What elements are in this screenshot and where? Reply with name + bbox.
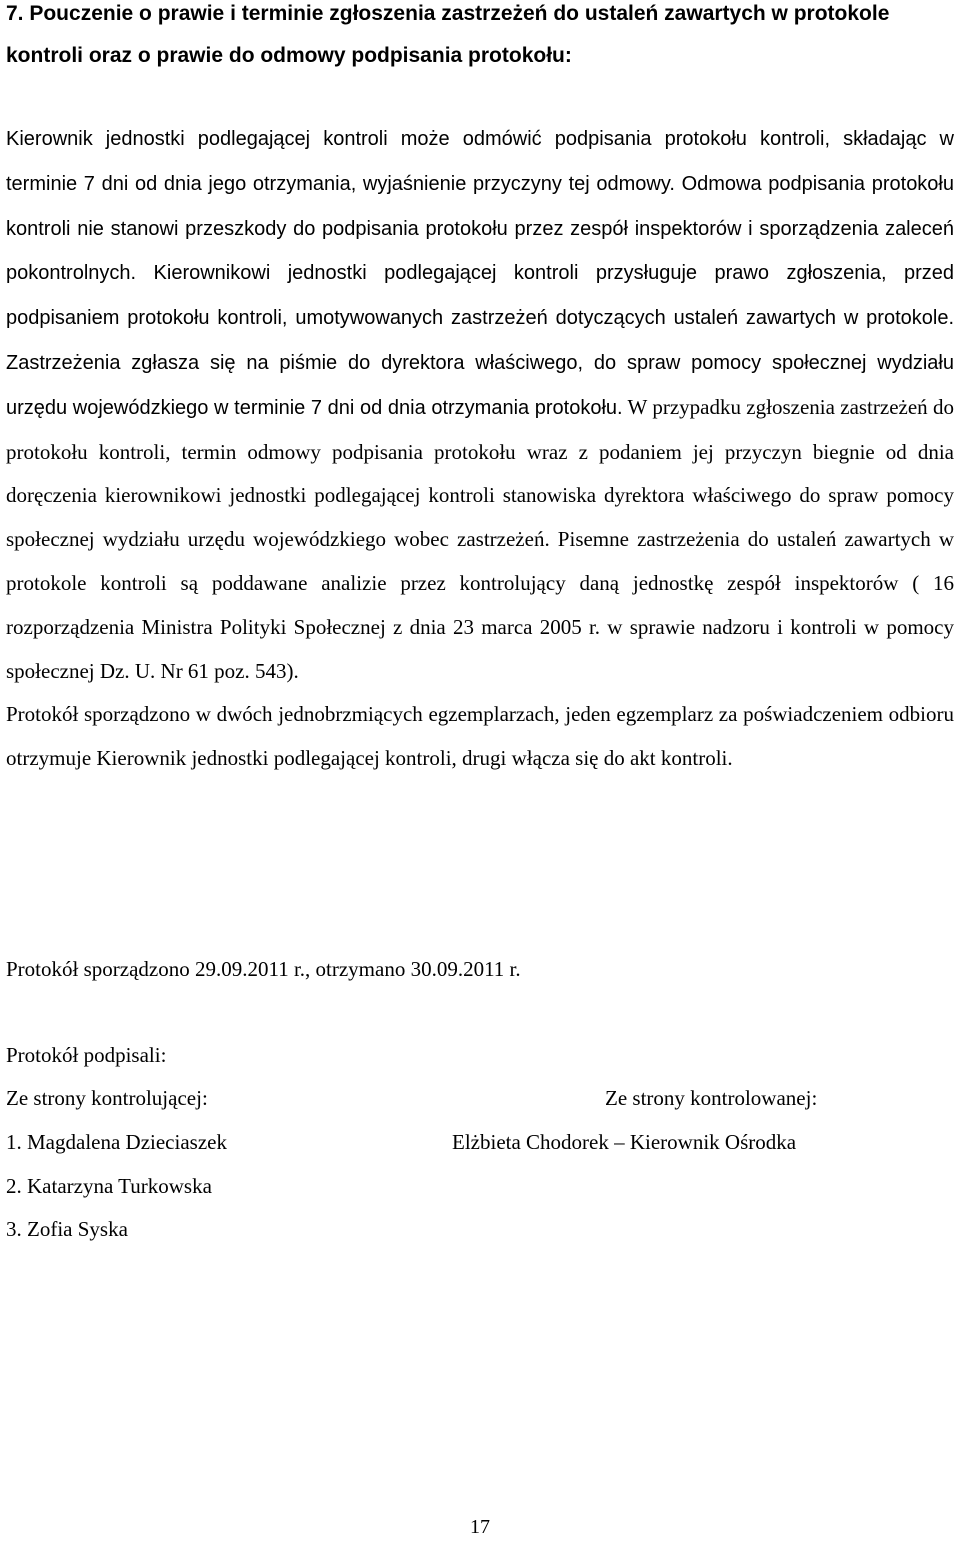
instruction-text-sans: Kierownik jednostki podlegającej kontroli może odmówić podpisania protokołu kontroli, składając w terminie 7 dni od dnia jego otrzymania, wyjaśnienie przyczyny tej odmowy. Odmowa podpisania protokołu kontroli nie stanowi przeszkody do podpisania protokołu przez zespół inspektorów i sporządzenia zaleceń pokontrolnych. Kierownikowi jednostki podlegającej kontroli przysługuje prawo zgłoszenia, przed podpisaniem protokołu kontroli, umotywowanych zastrzeżeń dotyczących ustaleń zawartych w protokole. Zastrzeżenia zgłasza się na piśmie do dyrektora właściwego, do spraw pomocy społecznej wydziału urzędu wojewódzkiego w terminie 7 dni od dnia otrzymania protokołu.: [6, 128, 954, 419]
controlling-signer-1: 1. Magdalena Dzieciaszek: [6, 1130, 227, 1154]
protocol-dates: Protokół sporządzono 29.09.2011 r., otrzymano 30.09.2011 r.: [6, 957, 521, 981]
controlling-signer-2: 2. Katarzyna Turkowska: [6, 1174, 212, 1198]
controlled-side-header: Ze strony kontrolowanej:: [605, 1086, 818, 1110]
copies-paragraph: Protokół sporządzono w dwóch jednobrzmiących egzemplarzach, jeden egzemplarz za poświadczeniem odbioru otrzymuje Kierownik jednostki podlegającej kontroli, drugi włącza się do akt kontroli.: [6, 702, 954, 771]
controlled-signer-1: Elżbieta Chodorek – Kierownik Ośrodka: [452, 1130, 797, 1154]
page-number: 17: [470, 1516, 490, 1538]
controlling-signer-3: 3. Zofia Syska: [6, 1217, 128, 1241]
section-heading: 7. Pouczenie o prawie i terminie zgłoszenia zastrzeżeń do ustaleń zawartych w protokole kontroli oraz o prawie do odmowy podpisania protokołu:: [6, 2, 890, 67]
instruction-text-serif: W przypadku zgłoszenia zastrzeżeń do protokołu kontroli, termin odmowy podpisania protokołu wraz z podaniem jej przyczyn biegnie od dnia doręczenia kierownikowi jednostki podlegającej kontroli stanowiska dyrektora właściwego do spraw pomocy społecznej wydziału urzędu wojewódzkiego wobec zastrzeżeń. Pisemne zastrzeżenia do ustaleń zawartych w protokole kontroli są poddawane analizie przez kontrolujący daną jednostkę zespół inspektorów ( 16 rozporządzenia Ministra Polityki Społecznej z dnia 23 marca 2005 r. w sprawie nadzoru i kontroli w pomocy społecznej Dz. U. Nr 61 poz. 543).: [6, 394, 955, 683]
controlling-side-header: Ze strony kontrolującej:: [6, 1086, 208, 1110]
instruction-paragraph: [6, 117, 954, 781]
signatures-label: Protokół podpisali:: [6, 1043, 167, 1067]
